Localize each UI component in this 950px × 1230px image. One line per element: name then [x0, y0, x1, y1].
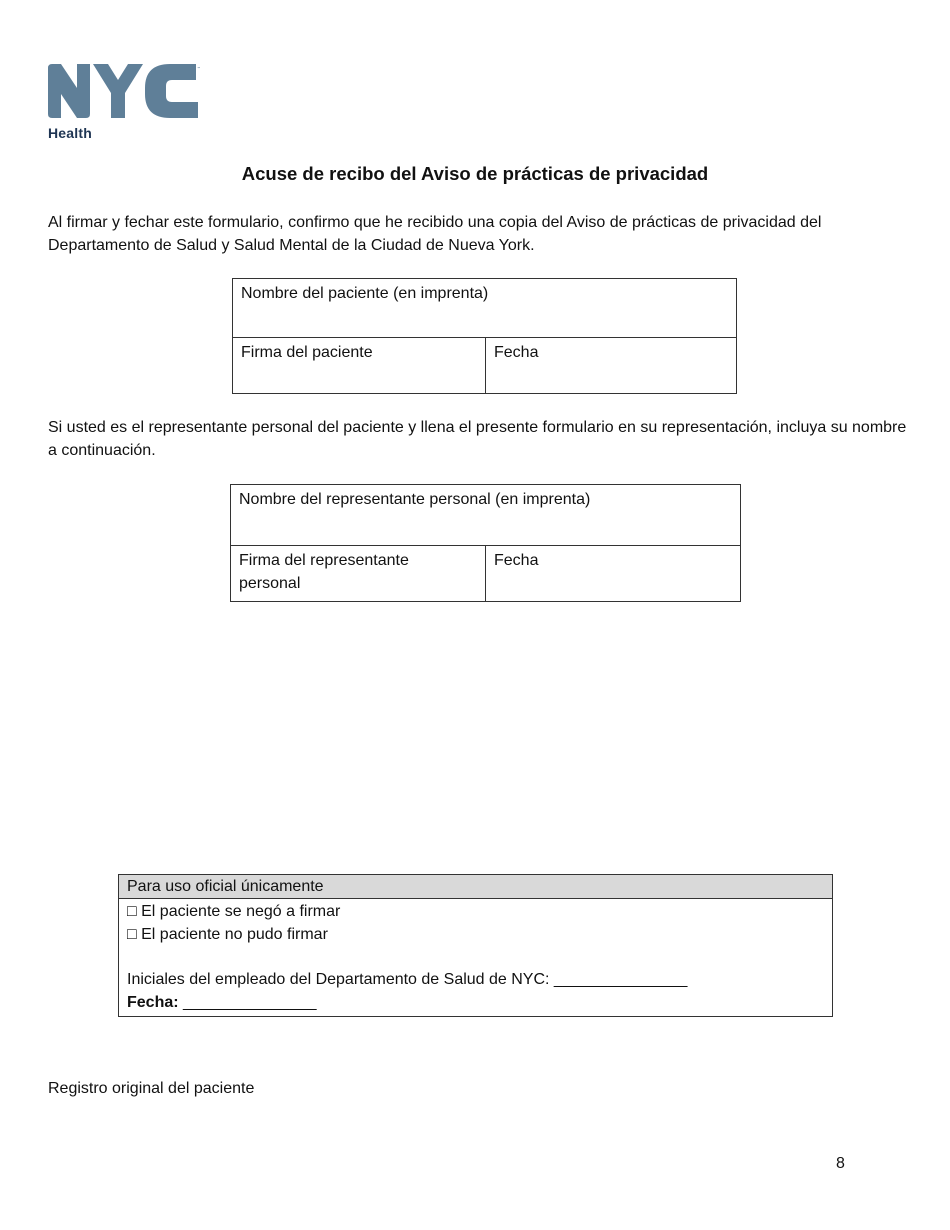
option-unable-label: El paciente no pudo firmar — [141, 926, 328, 943]
representative-signature-field[interactable] — [231, 546, 486, 602]
official-use-header: Para uso oficial únicamente — [119, 875, 832, 899]
checkbox-icon[interactable]: □ — [127, 903, 137, 920]
patient-signature-field[interactable] — [233, 338, 486, 394]
option-unable-row[interactable] — [127, 923, 824, 946]
page-title: Acuse de recibo del Aviso de prácticas de privacidad — [241, 163, 709, 184]
option-refused-row[interactable] — [127, 900, 824, 923]
representative-date-field[interactable] — [486, 546, 741, 602]
patient-signature-table — [232, 278, 737, 394]
svg-text:™: ™ — [197, 66, 201, 71]
page-number: 8 — [836, 1155, 845, 1172]
representative-signature-label-line1: Firma del representante — [239, 552, 409, 569]
nyc-health-logo — [48, 64, 200, 141]
checkbox-icon[interactable]: □ — [127, 926, 137, 943]
official-date-blank[interactable]: _______________ — [183, 994, 317, 1011]
official-date-label: Fecha: — [127, 994, 179, 1011]
official-use-box — [118, 874, 833, 1017]
intro-paragraph: Al firmar y fechar este formulario, confirmo que he recibido una copia del Aviso de prácticas de privacidad del Departamento de Salud y Salud Mental de la Ciudad de Nueva York. — [48, 214, 822, 254]
option-refused-label: El paciente se negó a firmar — [141, 903, 341, 920]
representative-name-field[interactable] — [231, 485, 741, 546]
logo-subtitle: Health — [48, 125, 92, 141]
employee-initials-line[interactable]: Iniciales del empleado del Departamento de Salud de NYC: _______________ — [127, 971, 688, 988]
nyc-logo-icon — [48, 64, 200, 118]
patient-signature-label: Firma del paciente — [241, 344, 373, 361]
representative-signature-label-line2: personal — [239, 575, 301, 592]
patient-name-field[interactable] — [233, 279, 737, 338]
representative-signature-table — [230, 484, 741, 602]
representative-paragraph: Si usted es el representante personal del paciente y llena el presente formulario en su representación, incluya su nombre a continuación. — [48, 419, 907, 459]
patient-date-field[interactable] — [486, 338, 737, 394]
representative-name-label: Nombre del representante personal (en imprenta) — [239, 491, 591, 508]
patient-name-label: Nombre del paciente (en imprenta) — [241, 285, 489, 302]
patient-date-label: Fecha — [494, 344, 539, 361]
official-date-line[interactable] — [127, 991, 824, 1014]
representative-date-label: Fecha — [494, 552, 539, 569]
footer-note: Registro original del paciente — [48, 1080, 255, 1097]
